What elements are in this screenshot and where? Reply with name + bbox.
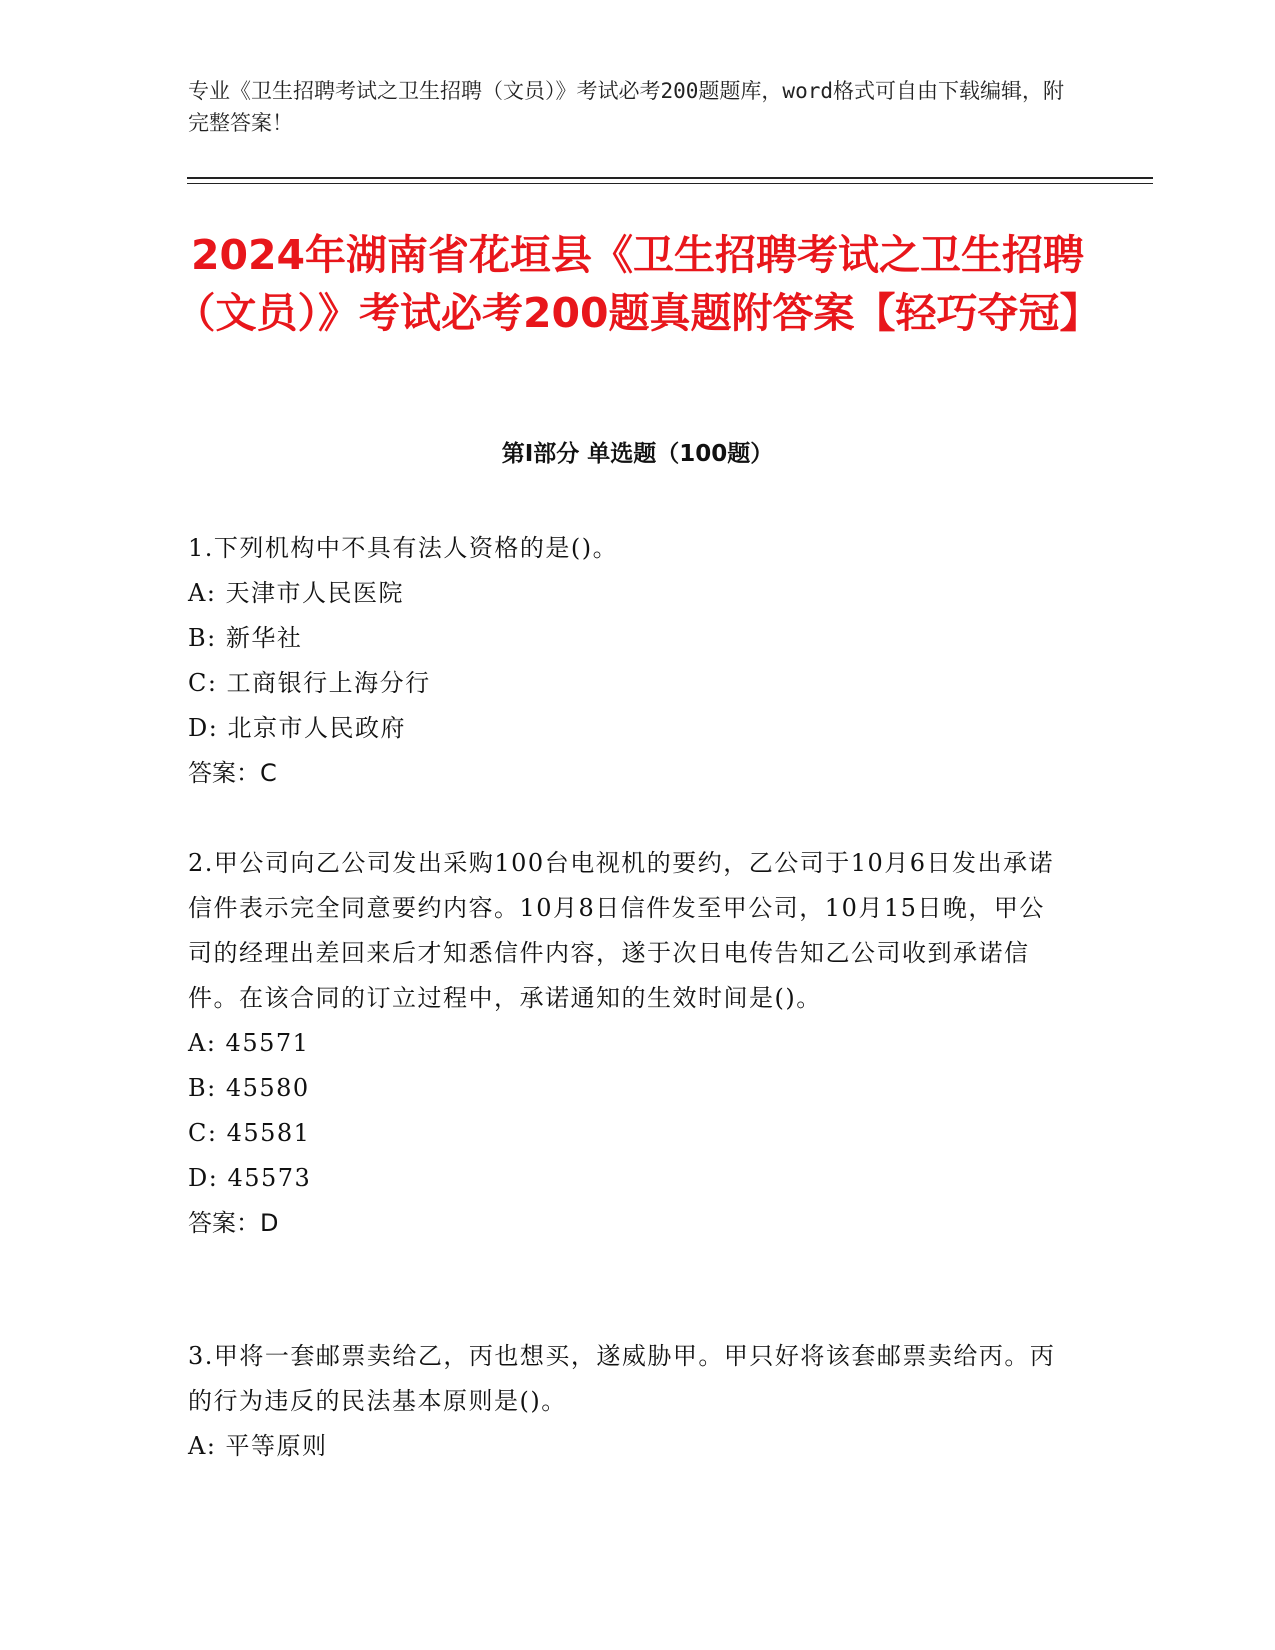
- question-2-option-a: A: 45571: [188, 1029, 310, 1057]
- question-1-option-d: D: 北京市人民政府: [188, 714, 406, 742]
- question-1-option-c: C: 工商银行上海分行: [188, 669, 431, 697]
- question-2-option-d: D: 45573: [188, 1164, 312, 1192]
- header-note: 专业《卫生招聘考试之卫生招聘（文员）》考试必考200题题库，word格式可自由下载编辑，附完整答案！: [188, 79, 1064, 135]
- question-2-option-c: C: 45581: [188, 1119, 311, 1147]
- header-divider-thin: [187, 183, 1153, 184]
- section-title: 第I部分 单选题（100题）: [501, 441, 774, 467]
- question-3: [188, 1334, 1068, 1469]
- question-1-option-a: A: 天津市人民医院: [188, 579, 405, 607]
- question-2-option-b: B: 45580: [188, 1074, 310, 1102]
- header-divider-thick: [187, 177, 1153, 179]
- question-1-text: 1.下列机构中不具有法人资格的是()。: [188, 534, 619, 562]
- question-3-text: 3.甲将一套邮票卖给乙，丙也想买，遂威胁甲。甲只好将该套邮票卖给丙。丙的行为违反的民法基本原则是()。: [188, 1342, 1056, 1415]
- document-title: 2024年湖南省花垣县《卫生招聘考试之卫生招聘（文员）》考试必考200题真题附答案【轻巧夺冠】: [174, 231, 1101, 337]
- question-3-option-a: A: 平等原则: [188, 1432, 328, 1460]
- question-1-answer: 答案：C: [188, 759, 277, 787]
- question-2-answer: 答案：D: [188, 1209, 279, 1237]
- question-2: [188, 841, 1068, 1246]
- question-2-text: 2.甲公司向乙公司发出采购100台电视机的要约，乙公司于10月6日发出承诺信件表示完全同意要约内容。10月8日信件发至甲公司，10月15日晚，甲公司的经理出差回来后才知悉信件内容，遂于次日电传告知乙公司收到承诺信件。在该合同的订立过程中，承诺通知的生效时间是()。: [188, 849, 1055, 1012]
- question-1: [188, 526, 1068, 796]
- question-1-option-b: B: 新华社: [188, 624, 303, 652]
